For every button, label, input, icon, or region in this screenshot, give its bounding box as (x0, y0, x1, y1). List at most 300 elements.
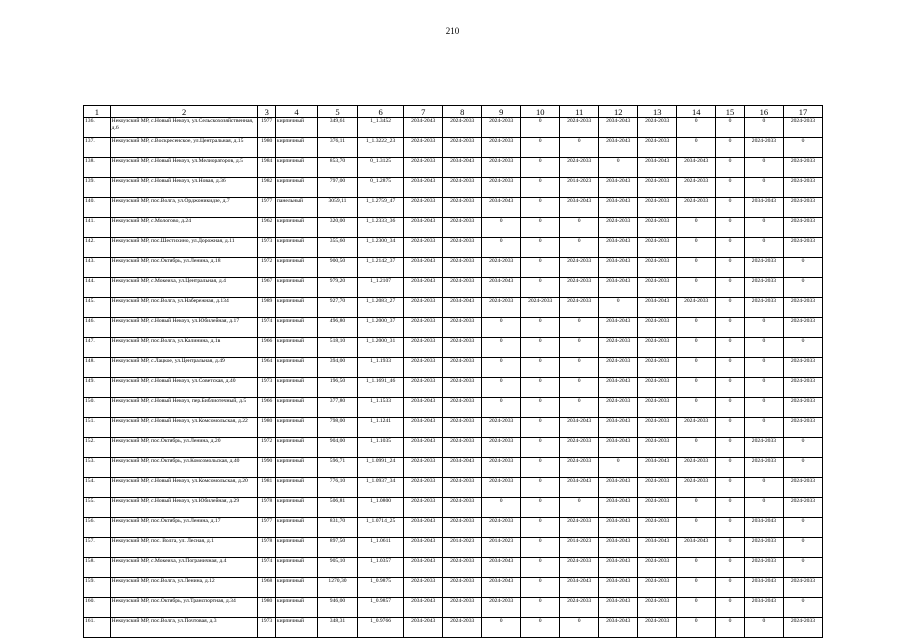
table-cell: 2024-2033 (482, 518, 521, 538)
table-cell: 2024-2033 (638, 418, 677, 438)
table-cell: 0 (677, 578, 716, 598)
table-cell: 3059,11 (317, 198, 357, 218)
table-row (84, 518, 823, 538)
table-cell: 2024-2033 (638, 398, 677, 418)
table-cell: 394,00 (317, 358, 357, 378)
table-row (84, 258, 823, 278)
table-cell: кирпичный (275, 218, 317, 238)
table-cell: 0 (744, 398, 783, 418)
table-cell: Некоузский МР, с.Новый Некоуз, ул.Советская, д.40 (110, 378, 258, 398)
table-cell: 2034-2043 (482, 278, 521, 298)
table-cell: 2034-2043 (599, 138, 638, 158)
table-cell: 0 (521, 218, 560, 238)
table-cell: 0 (677, 438, 716, 458)
table-cell: кирпичный (275, 478, 317, 498)
table-cell: 2024-2033 (783, 398, 822, 418)
table-cell: 0 (677, 238, 716, 258)
table-cell: кирпичный (275, 418, 317, 438)
table-cell: 0_1.2875 (358, 178, 404, 198)
table-cell: 2024-2033 (783, 158, 822, 178)
table-cell: Некоузский МР, пос.Октябрь, ул.Транспортная, д.34 (110, 598, 258, 618)
table-cell: 2024-2033 (443, 118, 482, 138)
table-cell: 0 (716, 298, 745, 318)
table-cell: 2024-2033 (599, 218, 638, 238)
table-row (84, 278, 823, 298)
table-cell: 0 (521, 118, 560, 138)
table-cell: 0 (482, 498, 521, 518)
table-cell: Некоузский МР, с.Мологово, д.24 (110, 218, 258, 238)
table-cell: 142. (84, 238, 111, 258)
table-cell: 2034-2043 (599, 238, 638, 258)
table-cell: 2024-2033 (599, 358, 638, 378)
table-cell: 1972 (258, 438, 275, 458)
table-cell: 2034-2043 (744, 198, 783, 218)
table-cell: 0 (521, 558, 560, 578)
table-cell: 2024-2033 (744, 558, 783, 578)
table-cell: 0 (716, 438, 745, 458)
table-cell: кирпичный (275, 318, 317, 338)
table-row (84, 578, 823, 598)
table-cell: 2024-2033 (482, 158, 521, 178)
table-cell: 0 (744, 238, 783, 258)
column-header: 14 (677, 106, 716, 118)
table-cell: 0 (716, 418, 745, 438)
table-cell: Некоузский МР, с.Новый Некоуз, ул.Новая, д.36 (110, 178, 258, 198)
table-cell: 1_1.1035 (358, 438, 404, 458)
table-cell: 1_0.9857 (358, 598, 404, 618)
table-cell: 0 (521, 158, 560, 178)
table-cell: 0 (677, 518, 716, 538)
table-cell: 1984 (258, 158, 275, 178)
table-cell: 2014-2023 (560, 538, 599, 558)
table-cell: 2024-2033 (443, 478, 482, 498)
table-cell: кирпичный (275, 358, 317, 378)
table-cell: 0 (716, 258, 745, 278)
column-header: 11 (560, 106, 599, 118)
table-cell: 2024-2033 (783, 498, 822, 518)
table-cell: кирпичный (275, 578, 317, 598)
table-cell: Некоузский МР, с.Мокеиха, ул.Пограничная, д.4 (110, 558, 258, 578)
table-cell: Некоузский МР, с.Новый Некоуз, ул.Мелиораторов, д.5 (110, 158, 258, 178)
table-cell: 853,70 (317, 158, 357, 178)
table-cell: 2034-2043 (482, 198, 521, 218)
table-cell: кирпичный (275, 458, 317, 478)
column-header: 7 (404, 106, 443, 118)
table-row (84, 438, 823, 458)
table-cell: 2024-2033 (638, 258, 677, 278)
table-cell: 0 (716, 218, 745, 238)
table-cell: 0_1.3125 (358, 158, 404, 178)
table-cell: 798,00 (317, 418, 357, 438)
table-cell: 146. (84, 318, 111, 338)
table-cell: 2034-2043 (599, 278, 638, 298)
table-cell: 0 (716, 138, 745, 158)
table-cell: 156. (84, 518, 111, 538)
table-cell: 2034-2043 (404, 558, 443, 578)
table-cell: 1_0.9766 (358, 618, 404, 638)
table-cell: 0 (744, 338, 783, 358)
table-cell: 904,00 (317, 438, 357, 458)
table-cell: 2034-2043 (404, 118, 443, 138)
table-cell: 831,70 (317, 518, 357, 538)
table-cell: 2024-2033 (638, 578, 677, 598)
column-header: 2 (110, 106, 258, 118)
table-cell: 141. (84, 218, 111, 238)
table-cell: 0 (560, 498, 599, 518)
table-cell: 2024-2033 (638, 198, 677, 218)
table-cell: 0 (716, 398, 745, 418)
table-cell: 1270,30 (317, 578, 357, 598)
table-cell: 2024-2033 (638, 178, 677, 198)
table-cell: 2024-2033 (677, 478, 716, 498)
table-cell: 320,00 (317, 218, 357, 238)
table-cell: 2024-2033 (783, 578, 822, 598)
table-cell: 2024-2033 (638, 358, 677, 378)
table-cell: 2034-2043 (599, 618, 638, 638)
table-cell: 2024-2033 (783, 318, 822, 338)
table-cell: 2034-2043 (482, 558, 521, 578)
table-cell: 0 (716, 498, 745, 518)
table-cell: 0 (482, 378, 521, 398)
table-cell: 0 (716, 538, 745, 558)
table-cell: 2034-2043 (599, 578, 638, 598)
table-cell: 2024-2033 (404, 378, 443, 398)
table-cell: 0 (783, 338, 822, 358)
table-cell: 2024-2033 (443, 558, 482, 578)
table-cell: 0 (482, 238, 521, 258)
table-cell: 2024-2033 (560, 598, 599, 618)
table-cell: 2034-2043 (744, 578, 783, 598)
table-cell: 1_1.0357 (358, 558, 404, 578)
table-cell: 1_1.0991_24 (358, 458, 404, 478)
table-cell: 0 (521, 598, 560, 618)
table-cell: 0 (482, 338, 521, 358)
table-cell: 0 (716, 338, 745, 358)
table-cell: 147. (84, 338, 111, 358)
table-cell: кирпичный (275, 278, 317, 298)
table-cell: 2024-2033 (560, 518, 599, 538)
table-cell: 0 (677, 598, 716, 618)
table-cell: 2034-2043 (404, 598, 443, 618)
table-cell: Некоузский МР, с.Новый Некоуз, ул.Комсомольская, д.20 (110, 478, 258, 498)
table-cell: 0 (744, 318, 783, 338)
page-number: 210 (445, 26, 460, 36)
table-cell: 159. (84, 578, 111, 598)
table-cell: кирпичный (275, 298, 317, 318)
table-cell: 946,00 (317, 598, 357, 618)
table-cell: 1967 (258, 278, 275, 298)
table-cell: 0 (716, 458, 745, 478)
table-cell: Некоузский МР, пос.Волга, ул.Почтовая, д.3 (110, 618, 258, 638)
table-cell: 0 (677, 138, 716, 158)
table-cell: 0 (677, 278, 716, 298)
table-cell: 0 (783, 138, 822, 158)
table-cell: 161. (84, 618, 111, 638)
table-cell: 2024-2033 (638, 618, 677, 638)
table-cell: 2024-2033 (783, 378, 822, 398)
table-cell: 0 (521, 518, 560, 538)
table-cell: Некоузский МР, пос.Октябрь, ул.Ленина, д.17 (110, 518, 258, 538)
table-cell: 2024-2033 (599, 398, 638, 418)
table-cell: 0 (716, 618, 745, 638)
table-cell: 2034-2043 (404, 518, 443, 538)
table-cell: 2024-2033 (404, 238, 443, 258)
table-cell: 2024-2033 (783, 198, 822, 218)
table-cell: 596,71 (317, 458, 357, 478)
column-header: 12 (599, 106, 638, 118)
table-cell: 145. (84, 298, 111, 318)
table-cell: 1974 (258, 558, 275, 578)
table-cell: 2024-2033 (638, 218, 677, 238)
table-cell: 2024-2033 (482, 598, 521, 618)
table-cell: 1980 (258, 138, 275, 158)
table-cell: 0 (716, 318, 745, 338)
table-cell: 1_1.3222_23 (358, 138, 404, 158)
table-cell: 2034-2043 (744, 598, 783, 618)
table-cell: 2024-2033 (443, 138, 482, 158)
table-cell: кирпичный (275, 618, 317, 638)
table-cell: 2024-2033 (482, 298, 521, 318)
table-cell: 0 (783, 258, 822, 278)
table-cell: 0 (521, 178, 560, 198)
table-cell: Некоузский МР, пос.Шестихино, ул.Дорожная, д.11 (110, 238, 258, 258)
table-cell: 1977 (258, 118, 275, 138)
table-cell: 2024-2033 (638, 118, 677, 138)
table-cell: 149. (84, 378, 111, 398)
table-cell: 0 (560, 398, 599, 418)
table-cell: Некоузский МР, пос.Волга, ул.Набережная, д.134 (110, 298, 258, 318)
table-cell: 1_1.1533 (358, 398, 404, 418)
table-cell: 1_1.3452 (358, 118, 404, 138)
table-cell: 0 (521, 358, 560, 378)
table-cell: 1_1.2083_27 (358, 298, 404, 318)
table-cell: 2024-2033 (443, 218, 482, 238)
table-cell: 2024-2033 (677, 198, 716, 218)
table-cell: кирпичный (275, 118, 317, 138)
table-cell: 1_0.9875 (358, 578, 404, 598)
table-cell: 1974 (258, 318, 275, 338)
table-cell: 2034-2043 (560, 478, 599, 498)
table-cell: 0 (599, 158, 638, 178)
table-cell: 1_1.1933 (358, 358, 404, 378)
table-cell: 0 (521, 618, 560, 638)
table-cell: 2024-2033 (443, 618, 482, 638)
table-cell: 2024-2033 (560, 158, 599, 178)
table-cell: 2024-2033 (638, 498, 677, 518)
table-cell: 1973 (258, 378, 275, 398)
table-cell: 0 (783, 538, 822, 558)
table-cell: 2024-2033 (638, 598, 677, 618)
table-cell: 2024-2033 (443, 258, 482, 278)
table-cell: 0 (744, 378, 783, 398)
table-cell: 2034-2043 (443, 298, 482, 318)
table-cell: 2034-2043 (638, 538, 677, 558)
table-cell: 2024-2033 (744, 438, 783, 458)
table-cell: 0 (482, 218, 521, 238)
table-cell: 0 (716, 158, 745, 178)
table-cell: 2024-2033 (677, 418, 716, 438)
table-cell: 1_1.2107 (358, 278, 404, 298)
table-cell: 0 (482, 318, 521, 338)
table-cell: 2034-2043 (404, 618, 443, 638)
table-row (84, 418, 823, 438)
table-cell: 0 (521, 198, 560, 218)
table-cell: 2034-2043 (560, 418, 599, 438)
table-cell: 2034-2043 (404, 438, 443, 458)
table-cell: 2024-2033 (560, 438, 599, 458)
table-cell: кирпичный (275, 158, 317, 178)
table-cell: 152. (84, 438, 111, 458)
table-cell: 0 (560, 318, 599, 338)
table-cell: 2024-2033 (783, 178, 822, 198)
table-cell: 0 (716, 238, 745, 258)
table-cell: 0 (482, 618, 521, 638)
table-cell: 2024-2033 (744, 138, 783, 158)
table-cell: 2024-2033 (521, 298, 560, 318)
table-cell: 0 (521, 238, 560, 258)
table-row (84, 398, 823, 418)
table-cell: 151. (84, 418, 111, 438)
column-header: 4 (275, 106, 317, 118)
table-cell: 0 (716, 358, 745, 378)
table-cell: 0 (521, 278, 560, 298)
table-cell: 2034-2043 (599, 558, 638, 578)
table-cell: 2034-2043 (404, 538, 443, 558)
table-cell: 2034-2043 (599, 538, 638, 558)
table-cell: 377,80 (317, 398, 357, 418)
table-cell: 0 (744, 178, 783, 198)
table-cell: 0 (744, 478, 783, 498)
table-cell: 0 (521, 258, 560, 278)
table-cell: 0 (716, 578, 745, 598)
table-row (84, 178, 823, 198)
table-cell: 0 (560, 338, 599, 358)
table-cell: 2024-2033 (443, 498, 482, 518)
table-cell: 900,50 (317, 258, 357, 278)
table-row (84, 358, 823, 378)
table-cell: 1_1.2142_37 (358, 258, 404, 278)
table-cell: 2024-2033 (443, 438, 482, 458)
table-cell: 0 (677, 358, 716, 378)
table-cell: 1_1.0800 (358, 498, 404, 518)
table-cell: 2024-2033 (443, 418, 482, 438)
table-cell: 2024-2033 (744, 298, 783, 318)
table-row (84, 198, 823, 218)
column-header: 15 (716, 106, 745, 118)
table-cell: 2024-2033 (560, 258, 599, 278)
table-cell: 0 (677, 118, 716, 138)
table-cell: 0 (560, 138, 599, 158)
table-cell: 2024-2033 (443, 318, 482, 338)
table-cell: 2024-2033 (404, 338, 443, 358)
table-cell: 979,20 (317, 278, 357, 298)
table-cell: 0 (783, 278, 822, 298)
table-cell: 1977 (258, 198, 275, 218)
table-cell: 1_1.2000_37 (358, 318, 404, 338)
table-row (84, 458, 823, 478)
table-cell: 0 (560, 238, 599, 258)
table-cell: 150. (84, 398, 111, 418)
table-cell: 2024-2033 (404, 298, 443, 318)
table-cell: 2034-2043 (560, 198, 599, 218)
table-cell: Некоузский МР, пос.Волга, ул.Калинина, д.1в (110, 338, 258, 358)
table-cell: 1_1.0937_34 (358, 478, 404, 498)
header-row (84, 106, 823, 118)
table-cell: 2024-2033 (783, 478, 822, 498)
table-cell: 2024-2033 (744, 258, 783, 278)
table-cell: 2034-2043 (677, 538, 716, 558)
table-cell: 1_1.2333_36 (358, 218, 404, 238)
table-cell: 0 (521, 498, 560, 518)
table-cell: 2014-2023 (560, 178, 599, 198)
table-cell: 2034-2043 (599, 598, 638, 618)
table-cell: 0 (521, 478, 560, 498)
table-cell: кирпичный (275, 238, 317, 258)
table-cell: 2024-2033 (443, 178, 482, 198)
table-cell: кирпичный (275, 538, 317, 558)
table-cell: 2024-2033 (677, 458, 716, 478)
table-cell: 1973 (258, 618, 275, 638)
table-row (84, 478, 823, 498)
table-row (84, 538, 823, 558)
table-cell: 2024-2033 (443, 198, 482, 218)
table-cell: 2024-2033 (783, 118, 822, 138)
table-cell: 0 (560, 378, 599, 398)
table-cell: 2024-2033 (443, 398, 482, 418)
table-cell: 0 (783, 458, 822, 478)
table-cell: 196,50 (317, 378, 357, 398)
table-cell: 1_1.0714_25 (358, 518, 404, 538)
table-cell: 2024-2033 (638, 558, 677, 578)
table-cell: 0 (677, 378, 716, 398)
table-cell: Некоузский МР, пос.Октябрь, ул.Ленина, д.18 (110, 258, 258, 278)
column-header: 10 (521, 106, 560, 118)
table-cell: 2024-2033 (404, 358, 443, 378)
table-cell: 2024-2033 (443, 358, 482, 378)
table-cell: 1972 (258, 258, 275, 278)
table-cell: 2024-2033 (744, 538, 783, 558)
table-cell: Некоузский МР, с.Новый Некоуз, ул.Комсомольская, д.22 (110, 418, 258, 438)
table-cell: 2014-2023 (482, 538, 521, 558)
table-row (84, 598, 823, 618)
table-cell: 797,00 (317, 178, 357, 198)
table-cell: 2034-2043 (599, 498, 638, 518)
table-cell: 1_1.2759_47 (358, 198, 404, 218)
table-cell: Некоузский МР, с.Мокеиха, ул.Центральная, д.4 (110, 278, 258, 298)
table-cell: 0 (677, 398, 716, 418)
table-cell: кирпичный (275, 598, 317, 618)
table-cell: 1966 (258, 338, 275, 358)
table-cell: 2034-2043 (599, 118, 638, 138)
column-header: 17 (783, 106, 822, 118)
table-cell: 1980 (258, 598, 275, 618)
table-body (84, 118, 823, 638)
table-cell: 2024-2033 (560, 458, 599, 478)
table-cell: 2024-2033 (638, 518, 677, 538)
table-cell: 2034-2043 (599, 438, 638, 458)
table-cell: 2024-2033 (783, 238, 822, 258)
table-cell: 2024-2033 (638, 338, 677, 358)
table-cell: Некоузский МР, пос.Волга, ул.Орджоникидзе, д.7 (110, 198, 258, 218)
column-header: 16 (744, 106, 783, 118)
table-cell: 0 (560, 218, 599, 238)
table-cell: 2024-2033 (404, 458, 443, 478)
table-cell: Некоузский МР, с.Новый Некоуз, ул.Юбилейная, д.29 (110, 498, 258, 518)
table-cell: 2024-2033 (482, 178, 521, 198)
table-cell: 2024-2033 (638, 138, 677, 158)
table-cell: 1964 (258, 358, 275, 378)
table-cell: 1968 (258, 578, 275, 598)
